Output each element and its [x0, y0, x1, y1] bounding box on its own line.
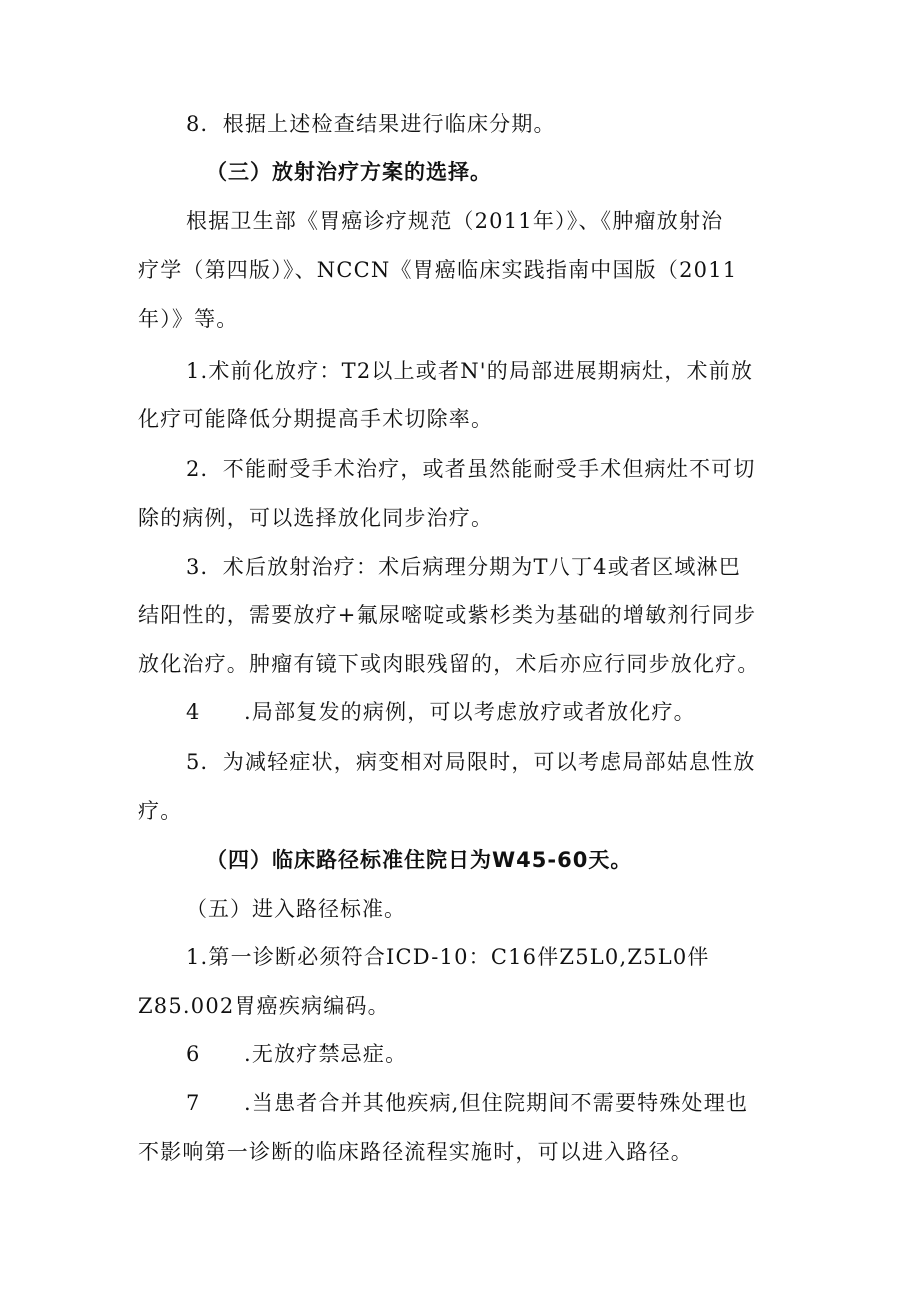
- section-heading: （三）放射治疗方案的选择。: [206, 160, 492, 184]
- paragraph-line: 疗。: [138, 799, 183, 823]
- paragraph-line: .当患者合并其他疾病,但住院期间不需要特殊处理也: [244, 1091, 749, 1115]
- paragraph-line: 8．根据上述检查结果进行临床分期。: [186, 112, 556, 136]
- paragraph-line: 不影响第一诊断的临床路径流程实施时，可以进入路径。: [138, 1140, 693, 1164]
- paragraph-line: .局部复发的病例，可以考虑放疗或者放化疗。: [244, 700, 696, 724]
- list-number: 6: [186, 1042, 201, 1066]
- paragraph-line: 3．术后放射治疗：术后病理分期为T八丁4或者区域淋巴: [186, 555, 741, 579]
- list-number: 4: [186, 700, 201, 724]
- paragraph-line: Z85.002胃癌疾病编码。: [138, 994, 390, 1018]
- section-heading: （四）临床路径标准住院日为W45-60天。: [206, 848, 633, 872]
- paragraph-line: 放化治疗。肿瘤有镜下或肉眼残留的，术后亦应行同步放化疗。: [138, 652, 760, 676]
- paragraph-line: .无放疗禁忌症。: [244, 1042, 408, 1066]
- paragraph-line: 除的病例，可以选择放化同步治疗。: [138, 506, 494, 530]
- paragraph-line: 疗学（第四版）》、NCCN《胃癌临床实践指南中国版（2011: [138, 258, 738, 282]
- list-number: 7: [186, 1091, 201, 1115]
- paragraph-line: 2．不能耐受手术治疗，或者虽然能耐受手术但病灶不可切: [186, 457, 756, 481]
- paragraph-line: 5．为减轻症状，病变相对局限时，可以考虑局部姑息性放: [186, 750, 756, 774]
- paragraph-line: 结阳性的，需要放疗+氟尿嘧啶或紫杉类为基础的增敏剂行同步: [138, 603, 757, 627]
- paragraph-line: 根据卫生部《胃癌诊疗规范（2011年）》、《肿瘤放射治: [186, 209, 724, 233]
- paragraph-line: 年）》等。: [138, 307, 239, 331]
- paragraph-line: 1.术前化放疗：T2以上或者N'的局部进展期病灶，术前放: [186, 359, 754, 383]
- paragraph-line: 1.第一诊断必须符合ICD-10：C16伴Z5L0,Z5L0伴: [186, 945, 710, 969]
- section-heading: （五）进入路径标准。: [186, 897, 406, 921]
- paragraph-line: 化疗可能降低分期提高手术切除率。: [138, 407, 494, 431]
